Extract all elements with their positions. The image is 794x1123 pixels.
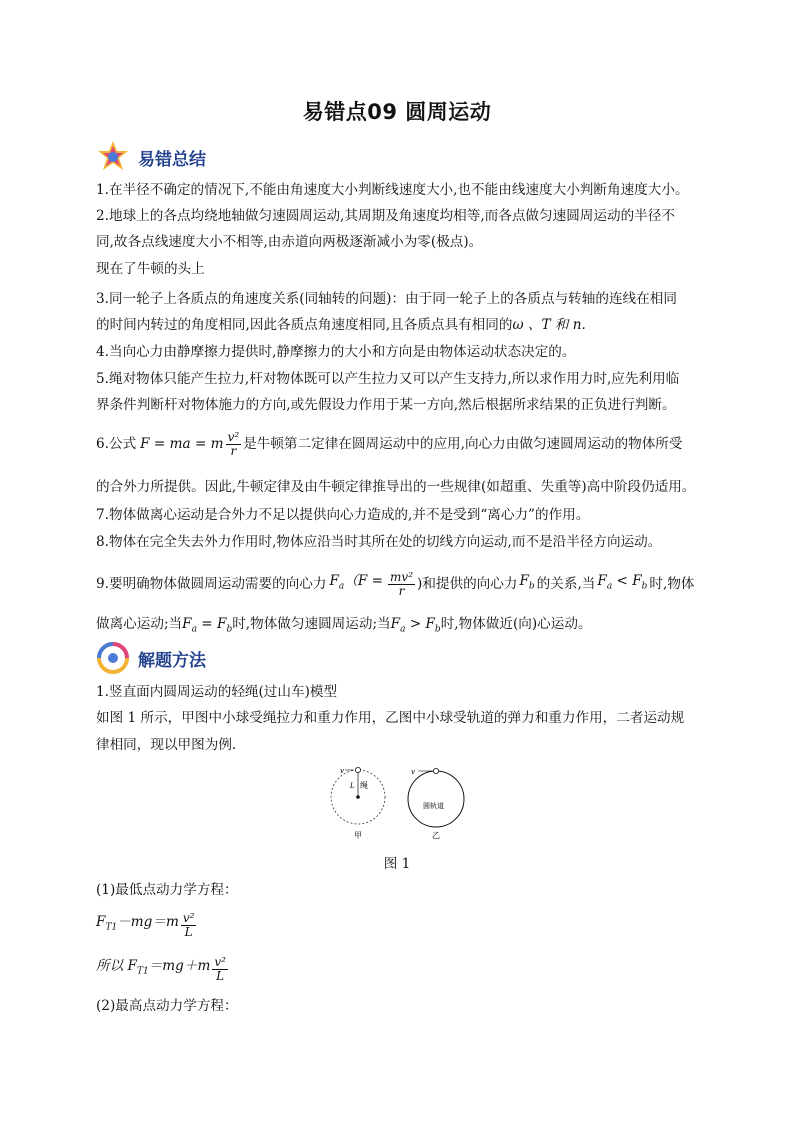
summary-line-3: 同,故各点线速度大小不相等,由赤道向两极逐渐减小为零(极点)。 [96, 234, 483, 250]
svg-text:甲: 甲 [354, 831, 362, 840]
method-line-2: 如图 1 所示，甲图中小球受绳拉力和重力作用，乙图中小球受轨道的弹力和重力作用，二者运动规 [96, 710, 685, 726]
summary-line-11: 的合外力所提供。因此,牛顿定律及由牛顿定律推导出的一些规律(如超重、失重等)高中阶段仍适用。 [96, 479, 696, 495]
method-equation-1: $F_{T1}-mg=m$ $\frac{\text{v²}}{L}$ [96, 910, 195, 939]
fraction-v2-L: $\frac{\text{v²}}{L}$ [214, 954, 226, 983]
section-header-summary [96, 139, 206, 175]
summary-line-7: 4.当向心力由静摩擦力提供时,静摩擦力的大小和方向是由物体运动状态决定的。 [96, 344, 576, 360]
svg-text:v: v [340, 767, 344, 775]
fraction-v2-L: $\frac{\text{v²}}{L}$ [182, 910, 195, 939]
method-equation-2: 所以 $F_{T1}=mg+m$ $\frac{\text{v²}}{L}$ [96, 954, 226, 983]
svg-text:圆轨道: 圆轨道 [423, 802, 444, 810]
summary-line-14: 9.要明确物体做圆周运动需要的向心力 $F_a(F$ = $\frac{\text{mv²}}{r}$ ) 和提供的向心力 $F_b$ 的关系,当 $F_a < F_b$ 时,物体 [96, 569, 695, 598]
figure-caption: 图 1 [383, 856, 411, 872]
summary-line-1: 1.在半径不确定的情况下,不能由角速度大小判断线速度大小,也不能由线速度大小判断角速度大小。 [96, 182, 689, 198]
summary-line-13: 8.物体在完全失去外力作用时,物体应沿当时其所在处的切线方向运动,而不是沿半径方向运动。 [96, 534, 662, 550]
method-line-1: 1.竖直面内圆周运动的轻绳(过山车)模型 [96, 684, 338, 700]
star-icon [96, 140, 130, 174]
summary-line-4: 现在了牛顿的头上 [96, 261, 205, 277]
section-label: 易错总结 [138, 149, 206, 170]
svg-text:v: v [411, 768, 415, 776]
summary-line-8: 5.绳对物体只能产生拉力,杆对物体既可以产生拉力又可以产生支持力,所以求作用力时,应先利用临 [96, 371, 680, 387]
figure-1-diagram [326, 764, 476, 844]
summary-line-10: 6.公式 F = ma = m $\frac{\text{v²}}{r}$ 是牛顿第二定律在圆周运动中的应用,向心力由做匀速圆周运动的物体所受 [96, 429, 683, 458]
method-line-4: (1)最低点动力学方程： [96, 882, 238, 898]
summary-line-12: 7.物体做离心运动是合外力不足以提供向心力造成的,并不是受到“离心力”的作用。 [96, 507, 590, 523]
summary-line-5: 3.同一轮子上各质点的角速度关系(同轴转的问题)：由于同一轮子上的各质点与转轴的连线在相同 [96, 291, 677, 307]
summary-line-2: 2.地球上的各点均绕地轴做匀速圆周运动,其周期及角速度均相等,而各点做匀速圆周运动的半径不 [96, 208, 675, 224]
svg-text:绳: 绳 [360, 781, 368, 790]
fraction-mv2-r: $\frac{\text{mv²}}{r}$ [390, 569, 413, 598]
method-icon [96, 641, 130, 675]
summary-line-9: 界条件判断杆对物体施力的方向,或先假设力作用于某一方向,然后根据所求结果的正负进行判断。 [96, 397, 676, 413]
section-label: 解题方法 [138, 650, 206, 671]
page-title: 易错点09 圆周运动 [302, 100, 492, 124]
summary-line-6: 的时间内转过的角度相同,因此各质点角速度相同,且各质点具有相同的ω 、T 和 n. [96, 317, 586, 333]
fraction-v2-r: $\frac{\text{v²}}{r}$ [227, 429, 240, 458]
method-line-7: (2)最高点动力学方程： [96, 998, 238, 1014]
summary-line-15: 做离心运动;当$F_a = F_b$时,物体做匀速圆周运动;当$F_a > F_b$时,物体做近(向)心运动。 [96, 616, 592, 635]
method-line-3: 律相同，现以甲图为例. [96, 737, 237, 753]
svg-text:L: L [350, 782, 355, 790]
svg-text:乙: 乙 [432, 831, 440, 840]
section-header-method [96, 640, 206, 676]
